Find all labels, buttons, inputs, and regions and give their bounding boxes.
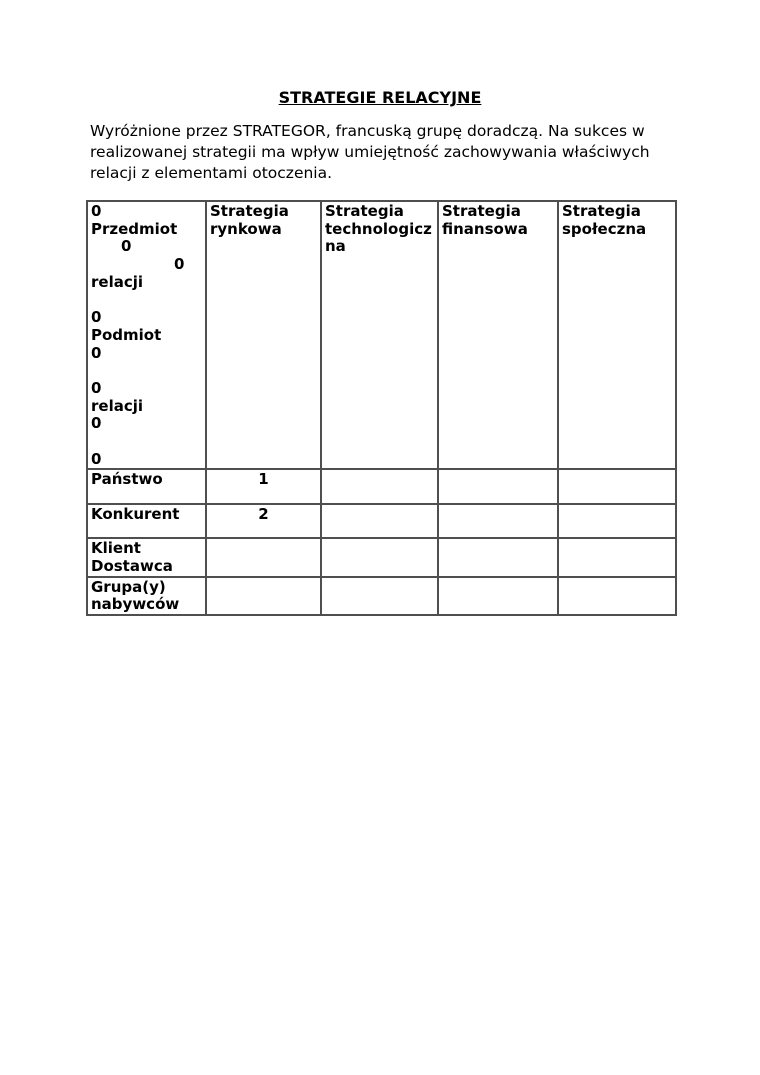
intro-line: Wyróżnione przez STRATEGOR, francuską grupę doradczą. Na sukces w — [90, 122, 645, 140]
table-row-konkurent — [87, 504, 676, 538]
corner-cell — [87, 201, 206, 469]
empty-cell — [558, 504, 676, 538]
empty-cell — [321, 538, 438, 576]
row-label: Grupa(y) nabywców — [87, 577, 206, 615]
table-row-grupy-nabywcow — [87, 577, 676, 615]
strategy-table-container — [86, 200, 677, 616]
intro-paragraph — [90, 121, 690, 184]
empty-cell — [558, 577, 676, 615]
corner-line: 0 — [91, 378, 102, 397]
cell-value: 2 — [206, 504, 321, 538]
table-row-klient-dostawca — [87, 538, 676, 576]
corner-line: 0 — [91, 449, 102, 468]
corner-line: 0 — [174, 255, 185, 274]
column-header-rynkowa: Strategia rynkowa — [206, 201, 321, 469]
intro-line: realizowanej strategii ma wpływ umiejętność zachowywania właściwych — [90, 143, 650, 161]
empty-cell — [321, 469, 438, 504]
row-label: Konkurent — [87, 504, 206, 538]
empty-cell — [321, 577, 438, 615]
empty-cell — [438, 469, 558, 504]
empty-cell — [206, 538, 321, 576]
empty-cell — [438, 577, 558, 615]
corner-line — [91, 433, 202, 451]
corner-line — [91, 362, 202, 380]
column-header-spoleczna: Strategia społeczna — [558, 201, 676, 469]
corner-line: 0 — [121, 237, 132, 256]
column-header-finansowa: Strategia finansowa — [438, 201, 558, 469]
corner-line: relacji — [91, 272, 144, 291]
corner-line: 0 — [91, 202, 102, 220]
page-title — [0, 88, 760, 107]
table-row-panstwo — [87, 469, 676, 504]
corner-line: relacji — [91, 396, 144, 415]
column-header-technologiczna: Strategia technologiczna — [321, 201, 438, 469]
empty-cell — [438, 504, 558, 538]
corner-line: Przedmiot — [91, 219, 178, 238]
corner-line — [91, 291, 202, 309]
empty-cell — [321, 504, 438, 538]
corner-line: 0 — [91, 414, 102, 433]
header-row — [87, 201, 676, 469]
empty-cell — [558, 538, 676, 576]
empty-cell — [438, 538, 558, 576]
corner-line: 0 — [91, 308, 102, 327]
empty-cell — [558, 469, 676, 504]
row-label: Klient Dostawca — [87, 538, 206, 576]
page-title-text: STRATEGIE RELACYJNE — [278, 88, 482, 107]
corner-line: 0 — [91, 343, 102, 362]
corner-line: Podmiot — [91, 325, 162, 344]
row-label: Państwo — [87, 469, 206, 504]
strategy-table — [86, 200, 677, 616]
cell-value: 1 — [206, 469, 321, 504]
empty-cell — [206, 577, 321, 615]
intro-line: relacji z elementami otoczenia. — [90, 164, 333, 182]
